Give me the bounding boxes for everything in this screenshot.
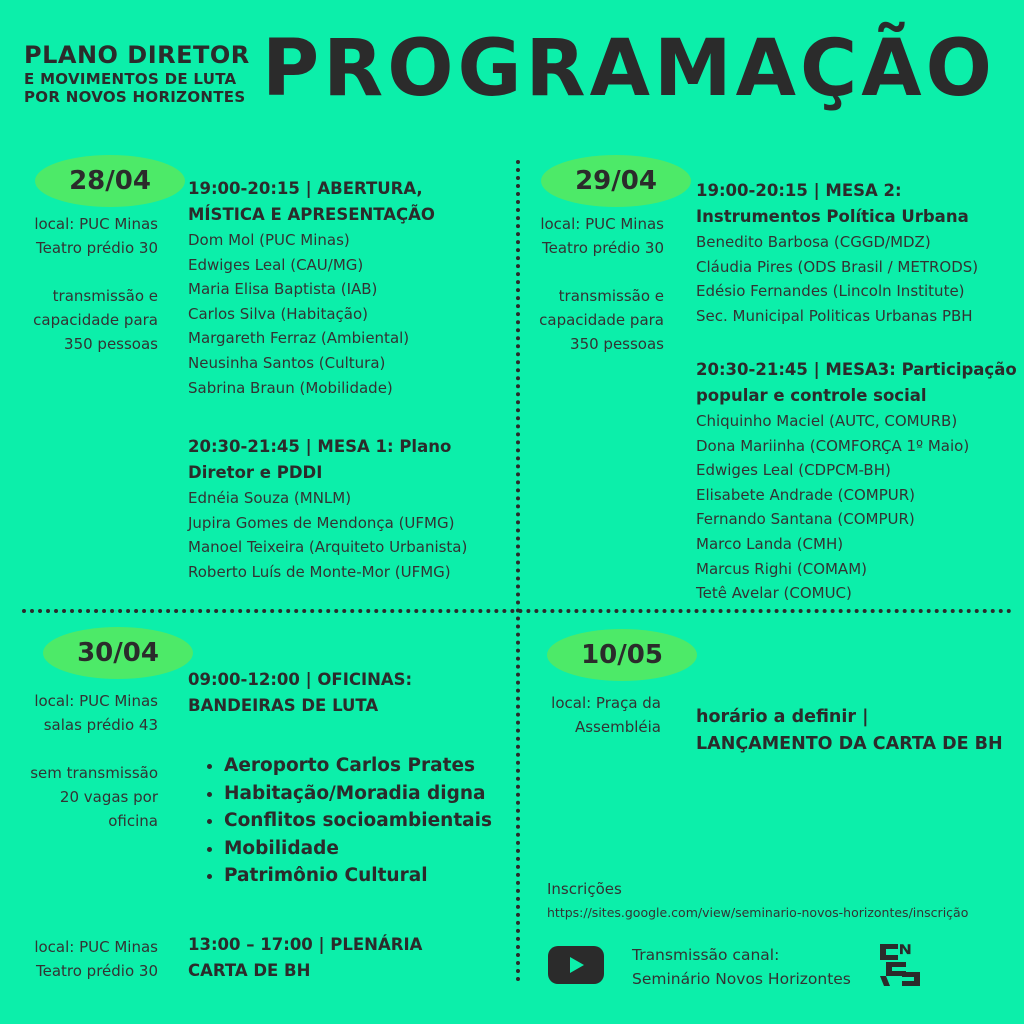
day1-venue-info xyxy=(8,212,158,356)
speaker: Carlos Silva (Habitação) xyxy=(188,304,369,323)
registration-label: Inscrições xyxy=(547,880,622,898)
session-title: popular e controle social xyxy=(696,386,927,405)
info-line: sem transmissão xyxy=(30,764,158,782)
page-title: PROGRAMAÇÃO xyxy=(262,24,996,114)
workshop-item: • Patrimônio Cultural xyxy=(224,862,492,890)
brand-line-3: POR NOVOS HORIZONTES xyxy=(24,88,246,106)
workshop-item: • Conflitos socioambientais xyxy=(224,807,492,835)
day3-plenary-venue xyxy=(8,935,158,983)
info-line: 350 pessoas xyxy=(64,335,158,353)
day4-venue-info xyxy=(511,691,661,739)
session-title: 20:30-21:45 | MESA 1: Plano xyxy=(188,437,452,456)
day1-session1 xyxy=(188,176,435,400)
day3-venue-info xyxy=(8,689,158,833)
speaker: Margareth Ferraz (Ambiental) xyxy=(188,329,410,348)
info-line: transmissão e xyxy=(558,287,664,305)
registration-link[interactable]: https://sites.google.com/view/seminario-novos-horizontes/inscrição xyxy=(547,905,969,920)
youtube-icon[interactable] xyxy=(548,946,604,984)
info-line: transmissão e xyxy=(52,287,158,305)
info-line: capacidade para xyxy=(539,311,664,329)
info-line: local: PUC Minas xyxy=(34,938,158,956)
speaker: Dona Mariinha (COMFORÇA 1º Maio) xyxy=(696,436,970,455)
workshop-item: • Mobilidade xyxy=(224,835,492,863)
info-line: oficina xyxy=(108,812,158,830)
brand-block xyxy=(24,43,250,105)
speaker: Edésio Fernandes (Lincoln Institute) xyxy=(696,282,965,301)
speaker: Dom Mol (PUC Minas) xyxy=(188,231,350,249)
session-title: CARTA DE BH xyxy=(188,961,311,980)
stream-info xyxy=(632,943,851,991)
brand-line-1: PLANO DIRETOR xyxy=(24,41,250,69)
date-badge-day3: 30/04 xyxy=(43,627,193,679)
speaker: Fernando Santana (COMPUR) xyxy=(696,510,915,529)
date-badge-day2: 29/04 xyxy=(541,155,691,207)
session-title: horário a definir | xyxy=(696,707,869,727)
day4-session1 xyxy=(696,704,1003,758)
speaker: Neusinha Santos (Cultura) xyxy=(188,353,386,372)
speaker: Maria Elisa Baptista (IAB) xyxy=(188,280,378,299)
speaker-list xyxy=(188,228,435,400)
speaker: Roberto Luís de Monte-Mor (UFMG) xyxy=(188,562,451,581)
speaker: Manoel Teixeira (Arquiteto Urbanista) xyxy=(188,538,468,557)
info-line: local: PUC Minas xyxy=(34,215,158,233)
date-badge-day4: 10/05 xyxy=(547,629,697,681)
speaker-list xyxy=(188,486,467,584)
session-title: Diretor e PDDI xyxy=(188,463,323,482)
info-line: local: PUC Minas xyxy=(34,692,158,710)
info-line: 20 vagas por xyxy=(59,788,158,806)
speaker: Jupira Gomes de Mendonça (UFMG) xyxy=(188,513,455,532)
speaker: Elisabete Andrade (COMPUR) xyxy=(696,485,915,504)
day1-session2 xyxy=(188,434,467,584)
session-title: Instrumentos Política Urbana xyxy=(696,207,969,226)
speaker: Sabrina Braun (Mobilidade) xyxy=(188,378,393,397)
horizontal-divider xyxy=(22,609,1012,613)
speaker: Benedito Barbosa (CGGD/MDZ) xyxy=(696,233,931,251)
speaker-list xyxy=(696,409,1017,606)
info-line: local: PUC Minas xyxy=(540,215,664,233)
day2-venue-info xyxy=(514,212,664,356)
day2-session1 xyxy=(696,178,978,328)
session-title: LANÇAMENTO DA CARTA DE BH xyxy=(696,734,1003,754)
info-line: Teatro prédio 30 xyxy=(541,239,664,257)
speaker: Ednéia Souza (MNLM) xyxy=(188,489,352,507)
info-line: local: Praça da xyxy=(551,694,661,712)
session-title: 19:00-20:15 | ABERTURA, xyxy=(188,179,423,198)
session-title: BANDEIRAS DE LUTA xyxy=(188,696,379,715)
speaker-list xyxy=(696,230,978,328)
speaker: Chiquinho Maciel (AUTC, COMURB) xyxy=(696,412,958,430)
day3-session1 xyxy=(188,667,412,719)
speaker: Sec. Municipal Politicas Urbanas PBH xyxy=(696,306,973,325)
stream-channel[interactable]: Seminário Novos Horizontes xyxy=(632,970,851,988)
info-line: Teatro prédio 30 xyxy=(35,239,158,257)
workshop-list xyxy=(198,752,492,890)
speaker: Cláudia Pires (ODS Brasil / METRODS) xyxy=(696,257,979,276)
workshop-item: • Aeroporto Carlos Prates xyxy=(224,752,492,780)
day2-session2 xyxy=(696,357,1017,606)
stream-label: Transmissão canal: xyxy=(632,946,780,964)
workshop-item: • Habitação/Moradia digna xyxy=(224,780,492,808)
date-badge-day1: 28/04 xyxy=(35,155,185,207)
speaker: Marco Landa (CMH) xyxy=(696,534,844,553)
speaker: Edwiges Leal (CDPCM-BH) xyxy=(696,461,891,480)
info-line: Teatro prédio 30 xyxy=(35,962,158,980)
speaker: Edwiges Leal (CAU/MG) xyxy=(188,255,364,274)
session-title: 19:00-20:15 | MESA 2: xyxy=(696,181,902,200)
brand-line-2: E MOVIMENTOS DE LUTA xyxy=(24,70,237,88)
seminar-logo-icon xyxy=(878,942,924,988)
info-line: salas prédio 43 xyxy=(43,716,158,734)
speaker: Marcus Righi (COMAM) xyxy=(696,559,867,578)
session-title: MÍSTICA E APRESENTAÇÃO xyxy=(188,205,435,224)
info-line: capacidade para xyxy=(33,311,158,329)
speaker: Tetê Avelar (COMUC) xyxy=(696,584,852,603)
info-line: Assembléia xyxy=(574,718,661,736)
session-title: 09:00-12:00 | OFICINAS: xyxy=(188,670,413,689)
session-title: 20:30-21:45 | MESA3: Participação xyxy=(696,360,1017,379)
play-icon xyxy=(548,946,604,984)
day3-session2 xyxy=(188,932,422,984)
info-line: 350 pessoas xyxy=(570,335,664,353)
session-title: 13:00 – 17:00 | PLENÁRIA xyxy=(188,935,423,954)
